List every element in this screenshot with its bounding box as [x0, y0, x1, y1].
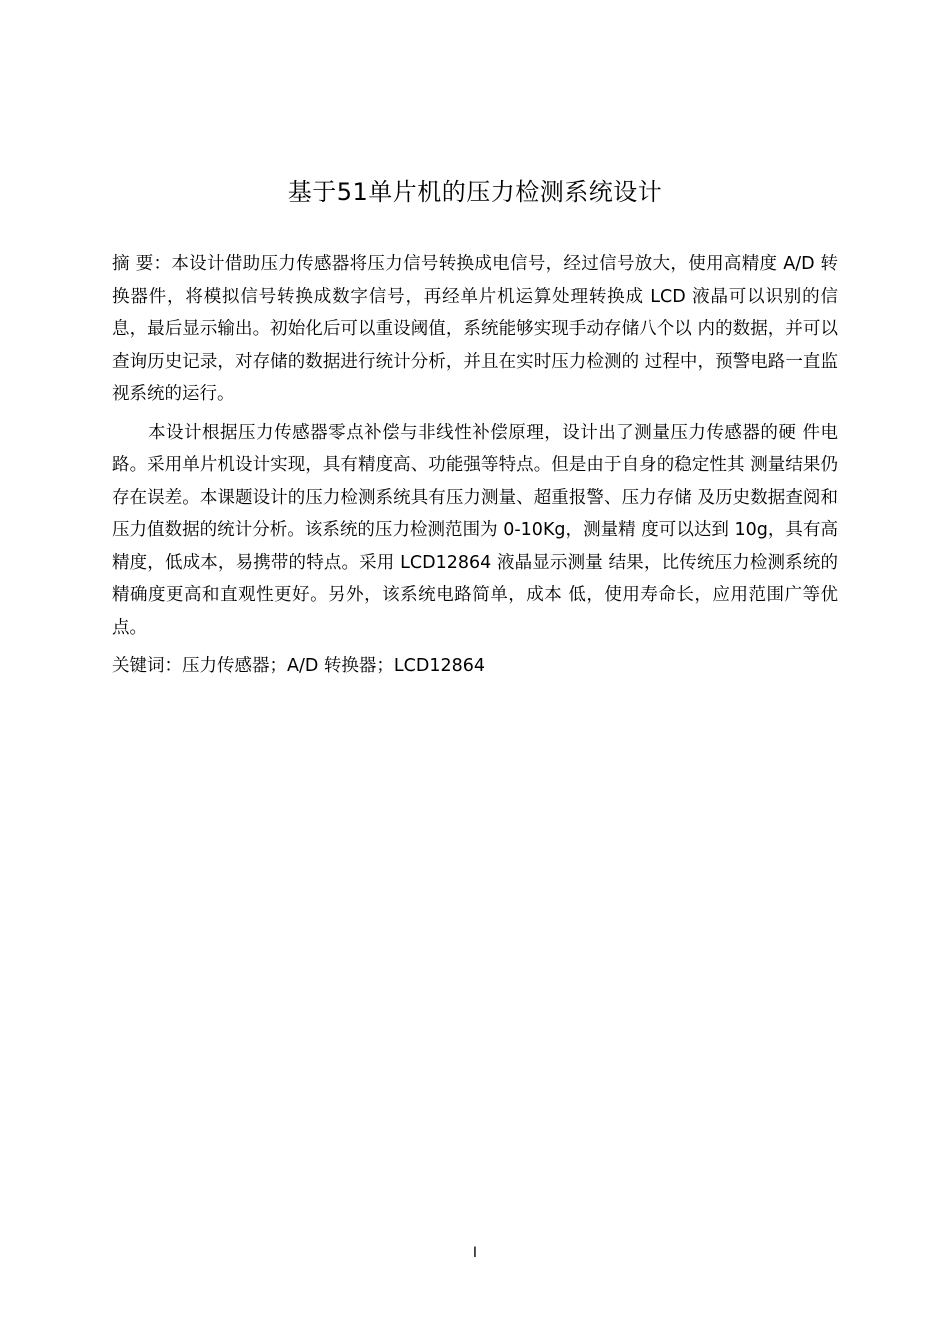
- document-title: 基于51单片机的压力检测系统设计: [287, 178, 663, 206]
- abstract-paragraph-2: 本设计根据压力传感器零点补偿与非线性补偿原理，设计出了测量压力传感器的硬 件电路。采用单片机设计实现，具有精度高、功能强等特点。但是由于自身的稳定性其 测量结果仍存在误差。本课题设计的压力检测系统具有压力测量、超重报警、压力存储 及历史数据查阅和压力值数据的统计分析。该系统的压力检测范围为 0-10Kg，测量精 度可以达到 10g，具有高精度，低成本，易携带的特点。采用 LCD12864 液晶显示测量 结果，比传统压力检测系统的精确度更高和直观性更好。另外，该系统电路简单，成本 低，使用寿命长，应用范围广等优点。: [112, 422, 838, 638]
- abstract-paragraph-1: [112, 248, 838, 411]
- abstract-label: 摘 要：: [112, 254, 172, 274]
- abstract-text-1: 本设计借助压力传感器将压力信号转换成电信号，经过信号放大，使用高精度 A/D 转换器件，将模拟信号转换成数字信号，再经单片机运算处理转换成 LCD 液晶可以识别的信息，最后显示输出。初始化后可以重设阈值，系统能够实现手动存储八个以 内的数据，并可以查询历史记录，对存储的数据进行统计分析，并且在实时压力检测的 过程中，预警电路一直监视系统的运行。: [112, 254, 838, 404]
- keywords-label: 关键词：: [112, 656, 182, 676]
- abstract-section: [112, 248, 838, 683]
- keywords-line: [112, 650, 838, 683]
- page-number: I: [472, 1245, 478, 1261]
- keywords-text: 压力传感器；A/D 转换器；LCD12864: [182, 656, 486, 676]
